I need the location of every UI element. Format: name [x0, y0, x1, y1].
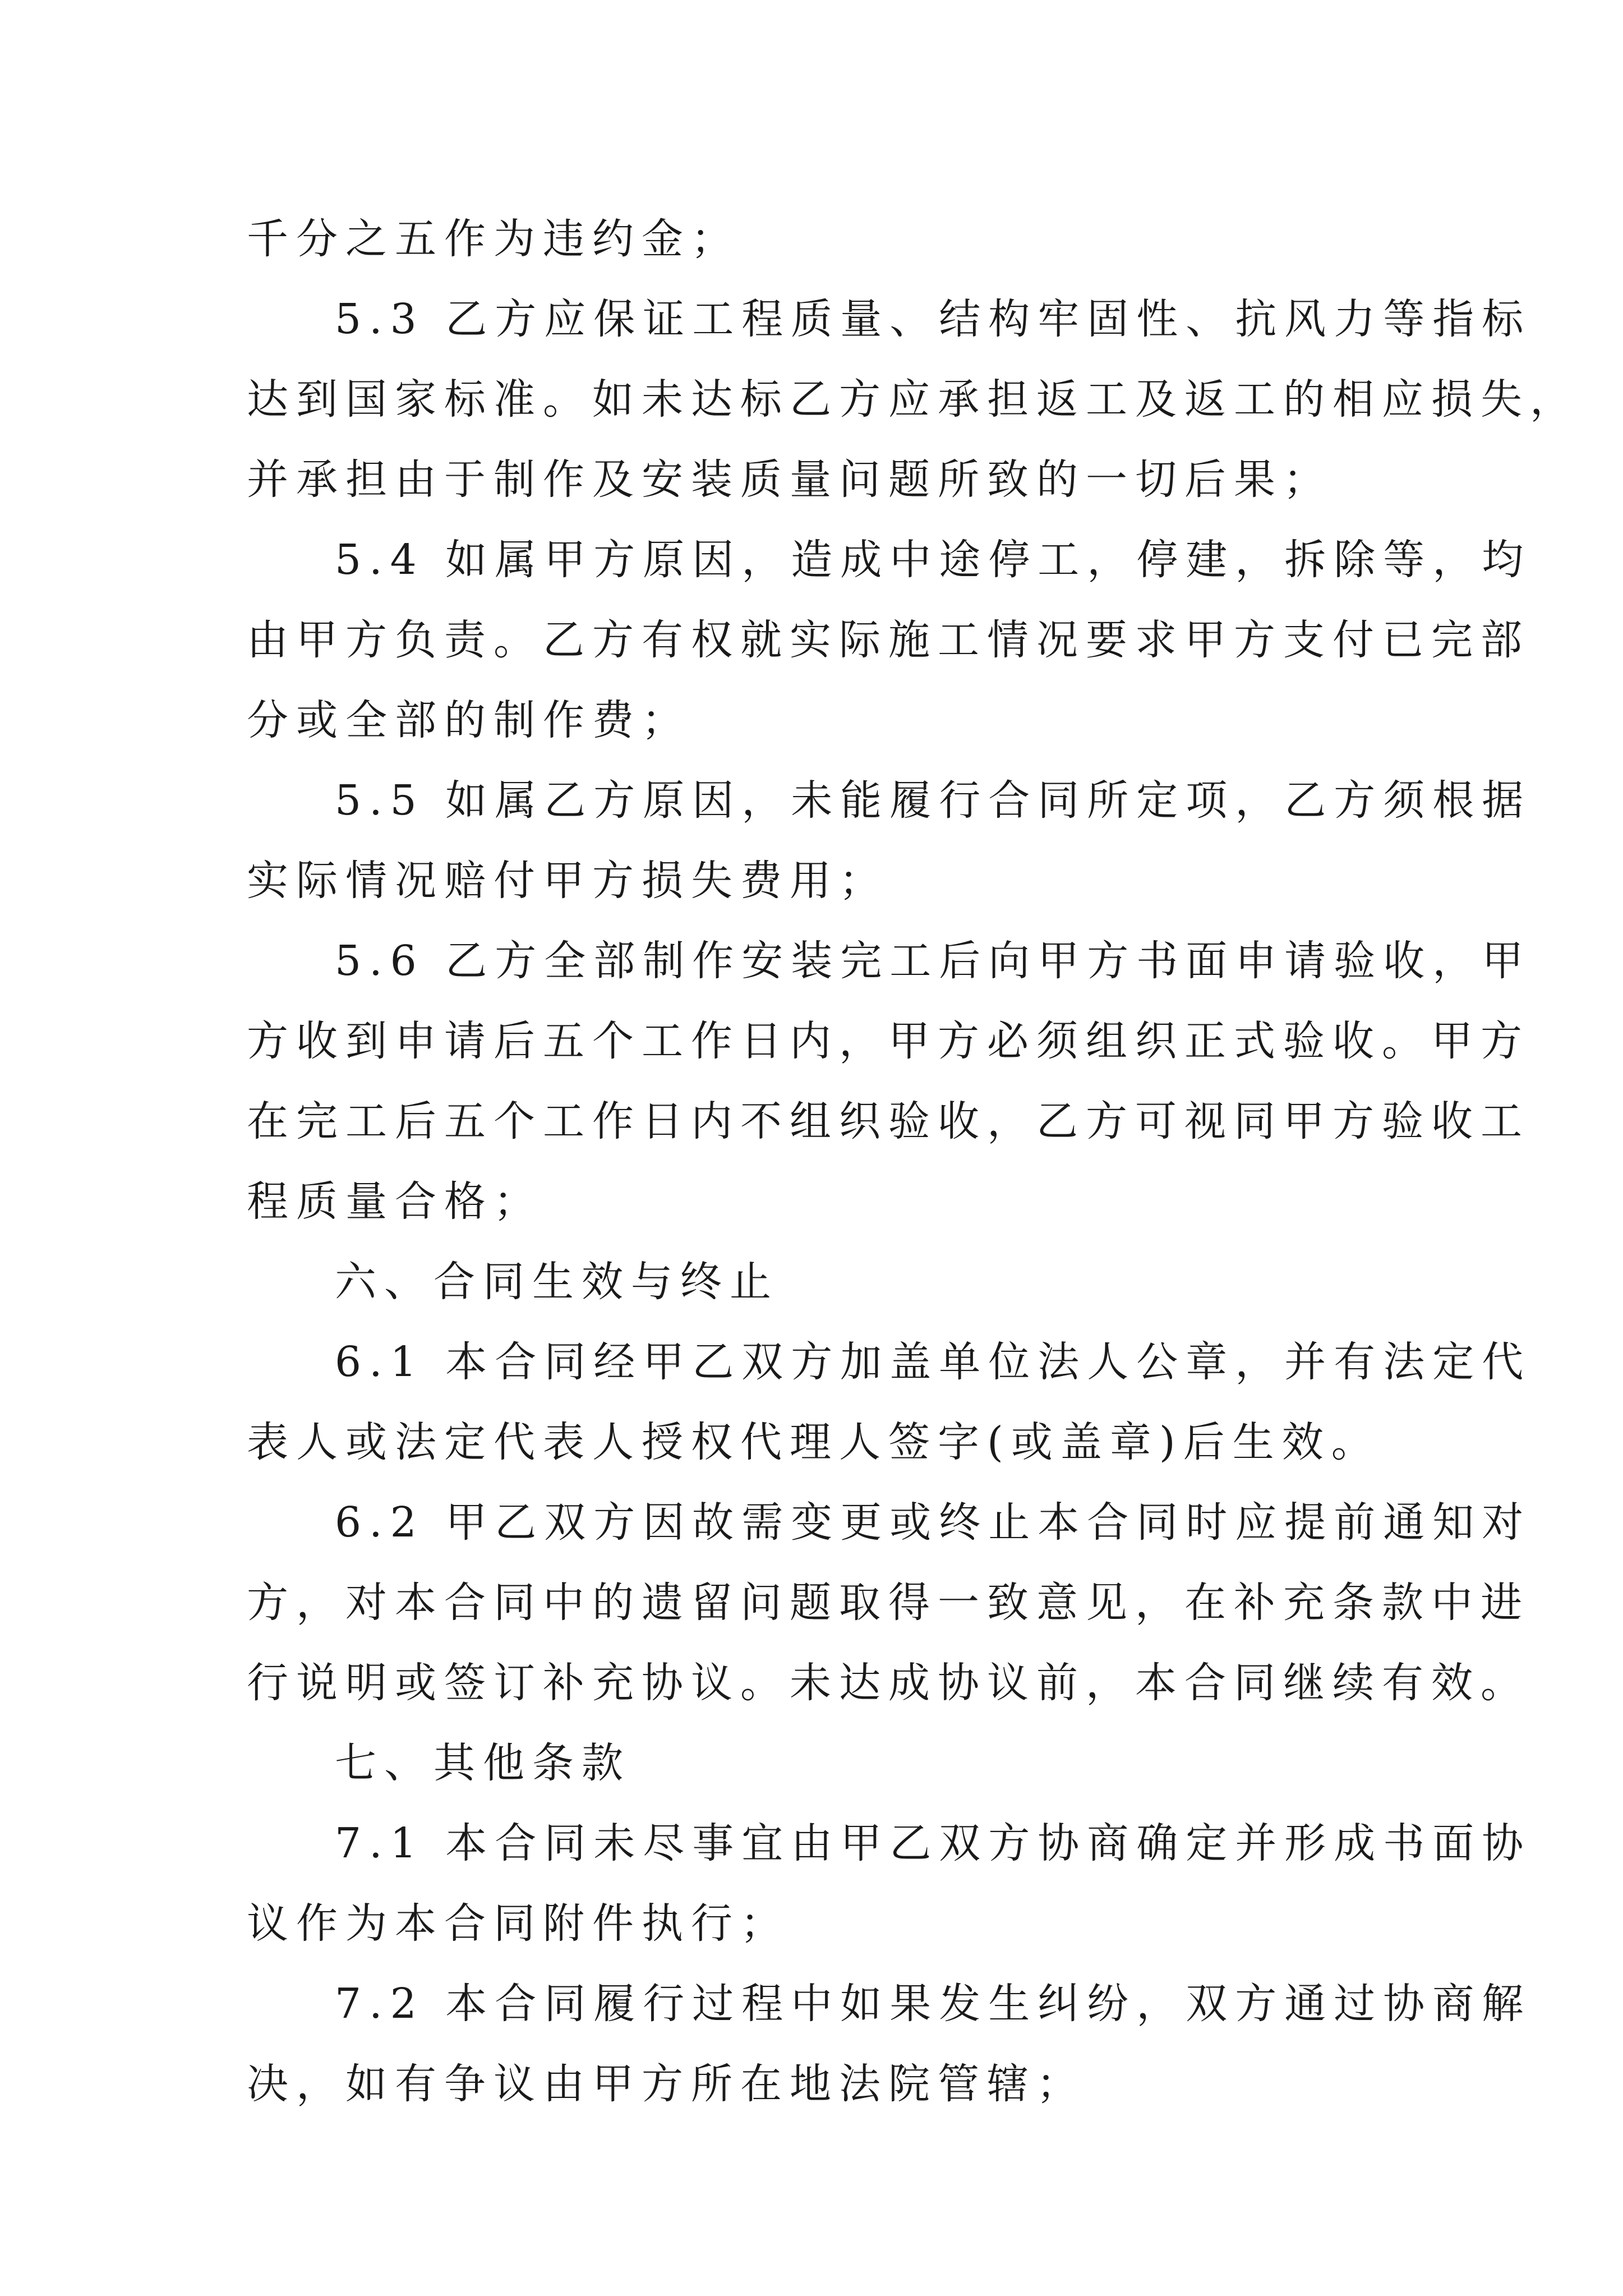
clause-6-1-line-2: 表人或法定代表人授权代理人签字(或盖章)后生效。 [247, 1418, 1381, 1466]
clause-5-6-line-4: 程质量合格； [247, 1177, 543, 1226]
clause-5-5-line-1: 5.5 如属乙方原因，未能履行合同所定项，乙方须根据 [335, 776, 1532, 825]
clause-6-2-line-1: 6.2 甲乙双方因故需变更或终止本合同时应提前通知对 [335, 1498, 1532, 1547]
document-body [247, 199, 1579, 2124]
clause-7-1-line-2: 议作为本合同附件执行； [247, 1899, 790, 1948]
text-line-1: 千分之五作为违约金； [247, 215, 740, 263]
clause-6-2-line-3: 行说明或签订补充协议。未达成协议前，本合同继续有效。 [247, 1659, 1530, 1707]
clause-5-6-line-1: 5.6 乙方全部制作安装完工后向甲方书面申请验收，甲 [335, 937, 1532, 985]
clause-5-4-line-1: 5.4 如属甲方原因，造成中途停工，停建，拆除等，均 [335, 536, 1532, 584]
clause-5-4-line-2: 由甲方负责。乙方有权就实际施工情况要求甲方支付已完部 [247, 616, 1530, 664]
clause-5-6-line-3: 在完工后五个工作日内不组织验收，乙方可视同甲方验收工 [247, 1097, 1530, 1145]
section-heading-6: 六、合同生效与终止 [335, 1258, 779, 1306]
clause-5-4-line-3: 分或全部的制作费； [247, 696, 691, 744]
clause-5-3-line-1: 5.3 乙方应保证工程质量、结构牢固性、抗风力等指标 [335, 295, 1532, 343]
clause-5-3-line-3: 并承担由于制作及安装质量问题所致的一切后果； [247, 455, 1332, 504]
clause-7-2-line-1: 7.2 本合同履行过程中如果发生纠纷，双方通过协商解 [335, 1980, 1532, 2028]
clause-5-3-line-2: 达到国家标准。如未达标乙方应承担返工及返工的相应损失， [247, 375, 1579, 424]
section-heading-7: 七、其他条款 [335, 1739, 631, 1787]
clause-5-5-line-2: 实际情况赔付甲方损失费用； [247, 857, 888, 905]
clause-6-1-line-1: 6.1 本合同经甲乙双方加盖单位法人公章，并有法定代 [335, 1338, 1532, 1386]
clause-5-6-line-2: 方收到申请后五个工作日内，甲方必须组织正式验收。甲方 [247, 1017, 1530, 1065]
clause-6-2-line-2: 方，对本合同中的遗留问题取得一致意见，在补充条款中进 [247, 1579, 1530, 1627]
clause-7-2-line-2: 决，如有争议由甲方所在地法院管辖； [247, 2060, 1086, 2108]
clause-7-1-line-1: 7.1 本合同未尽事宜由甲乙双方协商确定并形成书面协 [335, 1819, 1532, 1867]
